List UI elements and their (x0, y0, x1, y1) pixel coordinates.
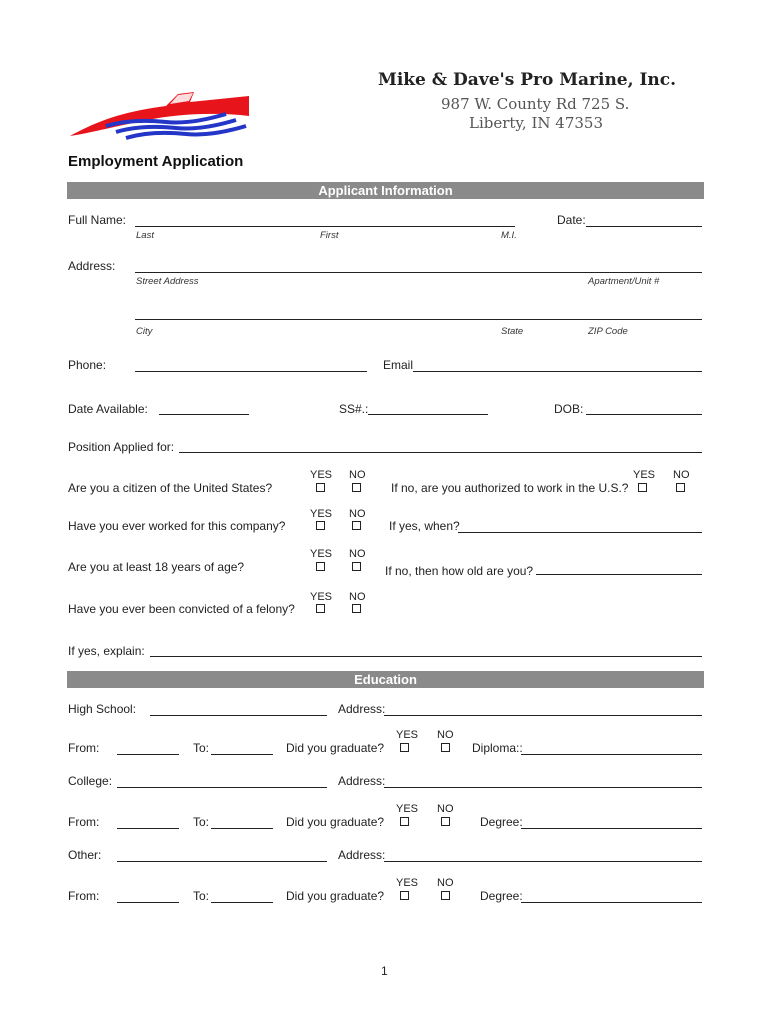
section-bar-education: Education (67, 671, 704, 688)
high-school-field[interactable] (150, 715, 327, 716)
last-name-caption: Last (136, 230, 154, 241)
diploma-field[interactable] (521, 754, 702, 755)
yes-label: YES (310, 548, 333, 560)
hs-to-label: To: (193, 741, 210, 755)
age-yes-checkbox[interactable] (316, 562, 325, 571)
college-from-field[interactable] (117, 828, 179, 829)
diploma-label: Diploma:: (472, 741, 523, 755)
full-name-field[interactable] (135, 226, 515, 227)
hs-address-label: Address: (338, 702, 386, 716)
company-name: Mike & Dave's Pro Marine, Inc. (378, 70, 677, 90)
worked-no-checkbox[interactable] (352, 521, 361, 530)
page-number: 1 (381, 964, 388, 978)
hs-address-field[interactable] (384, 715, 702, 716)
college-to-field[interactable] (211, 828, 273, 829)
no-label: NO (349, 591, 366, 603)
city-caption: City (136, 326, 153, 337)
yes-label: YES (310, 469, 333, 481)
other-degree-field[interactable] (521, 902, 702, 903)
no-label: NO (349, 469, 366, 481)
email-field[interactable] (413, 371, 702, 372)
how-old-field[interactable] (536, 574, 702, 575)
other-from-label: From: (68, 889, 100, 903)
hs-graduate-question: Did you graduate? (286, 741, 385, 755)
other-address-field[interactable] (384, 861, 702, 862)
phone-field[interactable] (135, 371, 367, 372)
other-to-field[interactable] (211, 902, 273, 903)
age-no-checkbox[interactable] (352, 562, 361, 571)
college-from-label: From: (68, 815, 100, 829)
citizen-yes-checkbox[interactable] (316, 483, 325, 492)
full-name-label: Full Name: (68, 213, 127, 227)
felony-no-checkbox[interactable] (352, 604, 361, 613)
date-available-label: Date Available: (68, 402, 148, 416)
hs-graduate-yes-checkbox[interactable] (400, 743, 409, 752)
no-label: NO (437, 877, 454, 889)
when-label: If yes, when? (389, 519, 460, 533)
worked-question: Have you ever worked for this company? (68, 519, 286, 533)
felony-question: Have you ever been convicted of a felony? (68, 602, 295, 616)
high-school-label: High School: (68, 702, 137, 716)
other-address-label: Address: (338, 848, 386, 862)
felony-yes-checkbox[interactable] (316, 604, 325, 613)
dob-field[interactable] (586, 414, 702, 415)
yes-label: YES (633, 469, 656, 481)
company-address-line2: Liberty, IN 47353 (469, 114, 603, 132)
other-graduate-question: Did you graduate? (286, 889, 385, 903)
hs-to-field[interactable] (211, 754, 273, 755)
no-label: NO (349, 548, 366, 560)
zip-caption: ZIP Code (588, 326, 628, 337)
boat-logo (66, 86, 254, 142)
page-title: Employment Application (68, 153, 244, 170)
apt-caption: Apartment/Unit # (588, 276, 660, 287)
yes-label: YES (396, 729, 419, 741)
ss-label: SS#.: (339, 402, 369, 416)
authorized-question: If no, are you authorized to work in the U.S.? (391, 481, 629, 495)
street-caption: Street Address (136, 276, 199, 287)
other-from-field[interactable] (117, 902, 179, 903)
section-bar-applicant: Applicant Information (67, 182, 704, 199)
college-address-label: Address: (338, 774, 386, 788)
no-label: NO (673, 469, 690, 481)
explain-field[interactable] (150, 656, 702, 657)
no-label: NO (437, 729, 454, 741)
date-label: Date: (557, 213, 586, 227)
company-address-line1: 987 W. County Rd 725 S. (441, 95, 630, 113)
college-label: College: (68, 774, 113, 788)
college-degree-label: Degree: (480, 815, 523, 829)
date-field[interactable] (586, 226, 702, 227)
phone-label: Phone: (68, 358, 107, 372)
college-degree-field[interactable] (521, 828, 702, 829)
when-field[interactable] (458, 532, 702, 533)
citizen-no-checkbox[interactable] (352, 483, 361, 492)
college-address-field[interactable] (384, 787, 702, 788)
college-graduate-yes-checkbox[interactable] (400, 817, 409, 826)
age-question: Are you at least 18 years of age? (68, 560, 245, 574)
dob-label: DOB: (554, 402, 584, 416)
other-degree-label: Degree: (480, 889, 523, 903)
worked-yes-checkbox[interactable] (316, 521, 325, 530)
address-label: Address: (68, 259, 116, 273)
street-address-field[interactable] (135, 272, 702, 273)
college-field[interactable] (117, 787, 327, 788)
hs-graduate-no-checkbox[interactable] (441, 743, 450, 752)
no-label: NO (349, 508, 366, 520)
other-graduate-no-checkbox[interactable] (441, 891, 450, 900)
city-state-zip-field[interactable] (135, 319, 702, 320)
email-label: Email (383, 358, 414, 372)
college-to-label: To: (193, 815, 210, 829)
citizen-question: Are you a citizen of the United States? (68, 481, 273, 495)
other-graduate-yes-checkbox[interactable] (400, 891, 409, 900)
other-label: Other: (68, 848, 102, 862)
yes-label: YES (310, 508, 333, 520)
ss-field[interactable] (368, 414, 488, 415)
explain-label: If yes, explain: (68, 644, 145, 658)
authorized-yes-checkbox[interactable] (638, 483, 647, 492)
first-name-caption: First (320, 230, 339, 241)
college-graduate-question: Did you graduate? (286, 815, 385, 829)
hs-from-field[interactable] (117, 754, 179, 755)
yes-label: YES (310, 591, 333, 603)
other-field[interactable] (117, 861, 327, 862)
hs-from-label: From: (68, 741, 100, 755)
yes-label: YES (396, 803, 419, 815)
no-label: NO (437, 803, 454, 815)
how-old-label: If no, then how old are you? (385, 564, 534, 578)
date-available-field[interactable] (159, 414, 249, 415)
mi-caption: M.I. (501, 230, 517, 241)
position-field[interactable] (179, 452, 702, 453)
yes-label: YES (396, 877, 419, 889)
other-to-label: To: (193, 889, 210, 903)
authorized-no-checkbox[interactable] (676, 483, 685, 492)
position-label: Position Applied for: (68, 440, 175, 454)
college-graduate-no-checkbox[interactable] (441, 817, 450, 826)
state-caption: State (501, 326, 524, 337)
